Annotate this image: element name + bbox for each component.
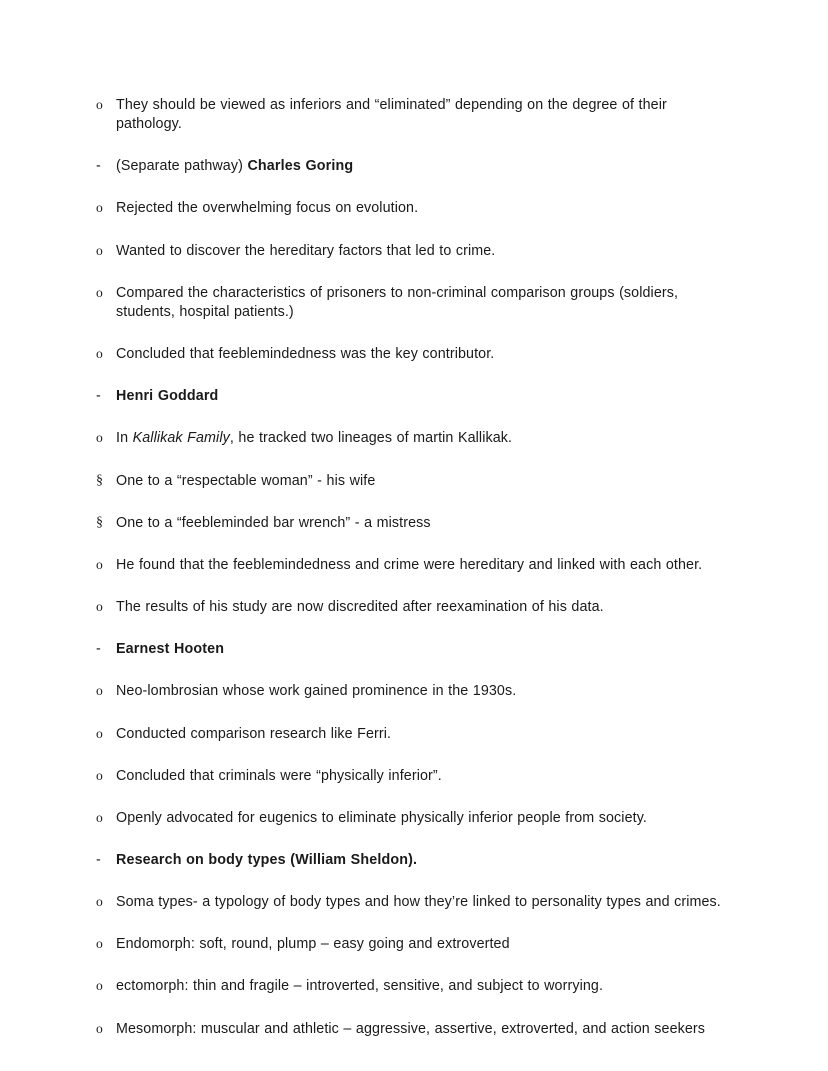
bullet-marker-circ-icon: o <box>96 936 103 952</box>
bullet-paragraph <box>96 556 734 575</box>
paragraph-text: He found that the feeblemindedness and crime were hereditary and linked with each other. <box>116 556 703 573</box>
bullet-marker-circ-icon: o <box>96 599 103 615</box>
text-run-bold: Earnest Hooten <box>116 641 225 658</box>
paragraph-text: ectomorph: thin and fragile – introverted, sensitive, and subject to worrying. <box>116 978 604 995</box>
text-run-bold: Research on body types (William Sheldon). <box>116 851 418 868</box>
bullet-paragraph <box>96 935 734 954</box>
paragraph-text: Openly advocated for eugenics to eliminate physically inferior people from society. <box>116 809 647 826</box>
paragraph-text: One to a “feebleminded bar wrench” - a mistress <box>116 514 431 531</box>
paragraph-text: Compared the characteristics of prisoners to non-criminal comparison groups (soldiers, students, hospital patients.) <box>116 284 679 320</box>
bullet-marker-sect-icon: § <box>96 472 104 488</box>
bullet-marker-dash-icon: - <box>96 388 101 405</box>
bullet-paragraph <box>96 345 734 364</box>
bullet-marker-dash-icon: - <box>96 851 101 868</box>
bullet-paragraph <box>96 1020 734 1039</box>
text-run-plain-tail: , he tracked two lineages of martin Kallikak. <box>229 430 513 447</box>
bullet-marker-circ-icon: o <box>96 242 103 258</box>
bullet-marker-circ-icon: o <box>96 346 103 362</box>
bullet-paragraph <box>96 429 734 448</box>
paragraph-text: The results of his study are now discredited after reexamination of his data. <box>116 599 604 616</box>
bullet-paragraph <box>96 725 734 744</box>
bullet-marker-dash-icon: - <box>96 158 101 175</box>
bullet-marker-circ-icon: o <box>96 809 103 825</box>
bullet-marker-circ-icon: o <box>96 725 103 741</box>
bullet-marker-circ-icon: o <box>96 284 103 300</box>
bullet-marker-circ-icon: o <box>96 200 103 216</box>
paragraph-text: Soma types- a typology of body types and how they’re linked to personality types and crimes. <box>116 894 721 911</box>
paragraph-text: Neo-lombrosian whose work gained prominence in the 1930s. <box>116 683 517 700</box>
bullet-paragraph <box>96 284 734 322</box>
bullet-paragraph <box>96 96 734 134</box>
paragraph-text <box>116 388 218 404</box>
bullet-paragraph <box>96 242 734 261</box>
text-run-italic: Kallikak Family <box>132 430 230 447</box>
text-run-plain: (Separate pathway) <box>116 158 248 175</box>
bullet-paragraph <box>96 514 734 533</box>
bullet-paragraph <box>96 893 734 912</box>
paragraph-text: Wanted to discover the hereditary factors that led to crime. <box>116 242 496 259</box>
bullet-paragraph <box>96 598 734 617</box>
paragraph-text: Conducted comparison research like Ferri. <box>116 725 392 742</box>
bullet-paragraph <box>96 851 734 870</box>
bullet-marker-circ-icon: o <box>96 978 103 994</box>
text-run-plain: In <box>116 430 133 447</box>
bullet-marker-circ-icon: o <box>96 430 103 446</box>
bullet-paragraph <box>96 809 734 828</box>
bullet-paragraph <box>96 157 734 176</box>
paragraph-text: Endomorph: soft, round, plump – easy going and extroverted <box>116 936 510 953</box>
bullet-marker-dash-icon: - <box>96 641 101 658</box>
bullet-marker-circ-icon: o <box>96 683 103 699</box>
bullet-marker-sect-icon: § <box>96 514 104 530</box>
document-body <box>96 96 734 1039</box>
text-run-bold: Charles Goring <box>247 158 354 175</box>
paragraph-text: Mesomorph: muscular and athletic – aggressive, assertive, extroverted, and action seekers <box>116 1020 706 1037</box>
bullet-paragraph <box>96 640 734 659</box>
bullet-marker-circ-icon: o <box>96 97 103 112</box>
paragraph-text <box>116 158 353 174</box>
bullet-marker-circ-icon: o <box>96 556 103 572</box>
bullet-paragraph <box>96 977 734 996</box>
paragraph-text: Rejected the overwhelming focus on evolution. <box>116 200 419 217</box>
paragraph-text <box>116 641 224 657</box>
text-run-bold: Henri Goddard <box>116 388 219 405</box>
bullet-marker-circ-icon: o <box>96 1020 103 1036</box>
paragraph-text: Concluded that criminals were “physically inferior”. <box>116 767 442 784</box>
bullet-paragraph <box>96 767 734 786</box>
bullet-paragraph <box>96 472 734 491</box>
paragraph-text: One to a “respectable woman” - his wife <box>116 472 376 489</box>
paragraph-text <box>116 852 417 868</box>
paragraph-text: Concluded that feeblemindedness was the key contributor. <box>116 346 495 363</box>
bullet-paragraph <box>96 199 734 218</box>
paragraph-text: They should be viewed as inferiors and “eliminated” depending on the degree of their pathology. <box>116 97 667 133</box>
paragraph-text <box>116 430 512 446</box>
bullet-paragraph <box>96 387 734 406</box>
bullet-marker-circ-icon: o <box>96 767 103 783</box>
bullet-paragraph <box>96 682 734 701</box>
bullet-marker-circ-icon: o <box>96 894 103 910</box>
